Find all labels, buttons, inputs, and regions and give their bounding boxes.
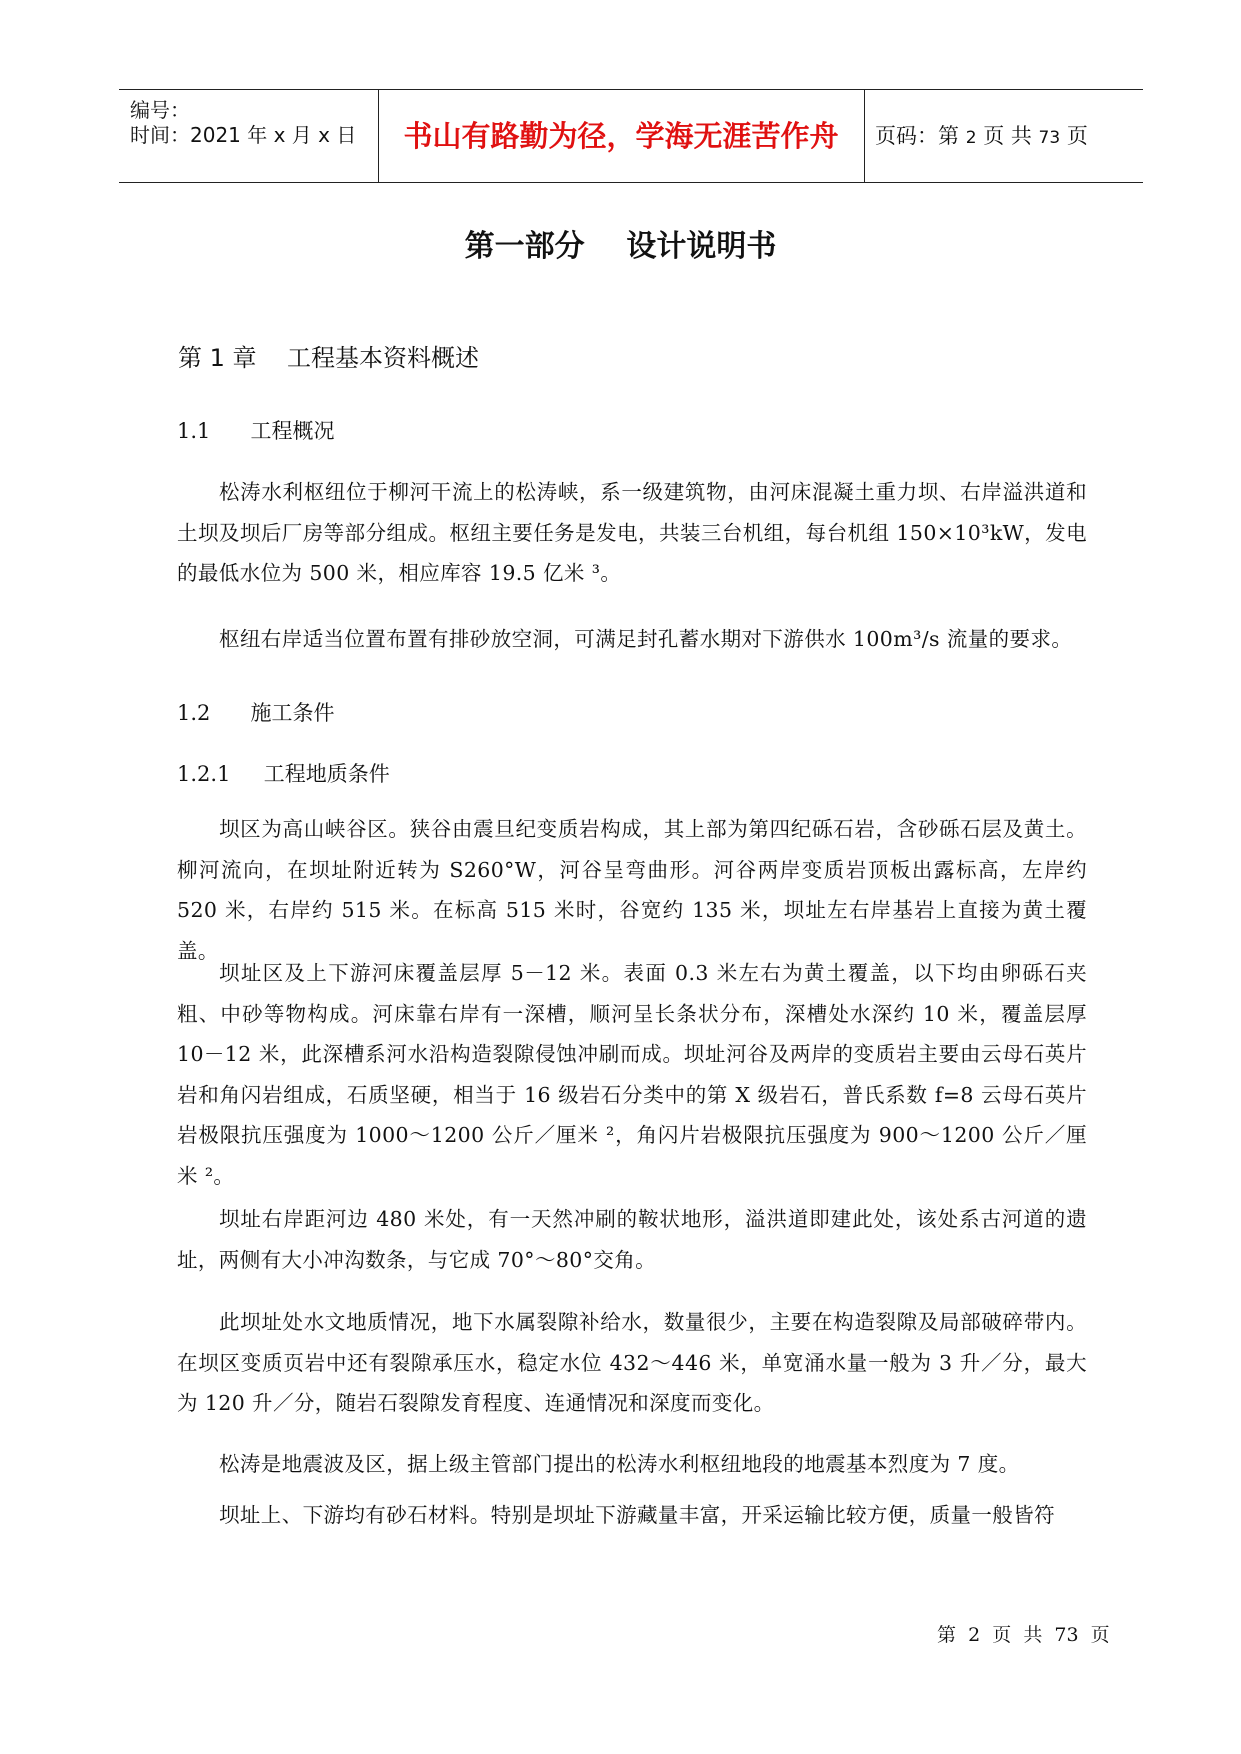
page-suffix: 页 (1060, 124, 1088, 148)
page-mid: 页 共 (976, 124, 1039, 148)
paragraph-riverbed: 坝址区及上下游河床覆盖层厚 5－12 米。表面 0.3 米左右为黄土覆盖，以下均由卵砾石夹粗、中砂等物构成。河床靠右岸有一深槽，顺河呈长条状分布，深槽处水深约 10 米，覆盖层厚 10－12 米，此深槽系河水沿构造裂隙侵蚀冲刷而成。坝址河谷及两岸的变质岩主要由云母石英片岩和角闪岩组成，石质坚硬，相当于 16 级岩石分类中的第 X 级岩石，普氏系数 f=8 云母石英片岩极限抗压强度为 1000～1200 公斤／厘米 ²，角闪片岩极限抗压强度为 900～1200 公斤／厘米 ²。 (177, 961, 1087, 1188)
document-title: 第一部分 设计说明书 (464, 229, 777, 264)
header-page-info (875, 90, 1088, 182)
paragraph-sand-tunnel: 枢纽右岸适当位置布置有排砂放空洞，可满足封孔蓄水期对下游供水 100m³/s 流量的要求。 (219, 627, 1073, 651)
paragraph-spillway-site: 坝址右岸距河边 480 米处，有一天然冲刷的鞍状地形，溢洪道即建此处，该处系古河道的遗址，两侧有大小冲沟数条，与它成 70°～80°交角。 (177, 1207, 1087, 1272)
header-info-cell (119, 90, 379, 182)
header-table (119, 89, 1143, 183)
header-motto: 书山有路勤为径，学海无涯苦作舟 (378, 90, 865, 182)
page-number: 2 (965, 128, 977, 148)
paragraph-overview: 松涛水利枢纽位于柳河干流上的松涛峡，系一级建筑物，由河床混凝土重力坝、右岸溢洪道和土坝及坝后厂房等部分组成。枢纽主要任务是发电，共装三台机组，每台机组 150×10³kW，发电的最低水位为 500 米，相应库容 19.5 亿米 ³。 (177, 480, 1087, 585)
document-date: 时间：2021 年 x 月 x 日 (130, 123, 357, 147)
paragraph-dam-area: 坝区为高山峡谷区。狭谷由震旦纪变质岩构成，其上部为第四纪砾石岩，含砂砾石层及黄土。柳河流向，在坝址附近转为 S260°W，河谷呈弯曲形。河谷两岸变质岩顶板出露标高，左岸约 520 米，右岸约 515 米。在标高 515 米时，谷宽约 135 米，坝址左右岸基岩上直接为黄土覆盖。 (177, 817, 1087, 963)
page-prefix: 页码：第 (875, 124, 966, 148)
section-heading-1-1: 1.1 工程概况 (177, 419, 335, 443)
document-number-label: 编号： (130, 98, 190, 122)
paragraph-seismic: 松涛是地震波及区，据上级主管部门提出的松涛水利枢纽地段的地震基本烈度为 7 度。 (219, 1452, 1020, 1476)
section-heading-1-2-1: 1.2.1 工程地质条件 (177, 762, 390, 786)
page-total: 73 (1038, 128, 1061, 148)
section-heading-1-2: 1.2 施工条件 (177, 701, 335, 725)
paragraph-materials: 坝址上、下游均有砂石材料。特别是坝址下游藏量丰富，开采运输比较方便，质量一般皆符 (219, 1503, 1055, 1527)
chapter-heading: 第 1 章 工程基本资料概述 (178, 344, 480, 372)
page-footer: 第 2 页 共 73 页 (937, 1624, 1110, 1646)
paragraph-hydrogeology: 此坝址处水文地质情况，地下水属裂隙补给水，数量很少，主要在构造裂隙及局部破碎带内。在坝区变质页岩中还有裂隙承压水，稳定水位 432～446 米，单宽涌水量一般为 3 升／分，最大为 120 升／分，随岩石裂隙发育程度、连通情况和深度而变化。 (177, 1310, 1087, 1415)
